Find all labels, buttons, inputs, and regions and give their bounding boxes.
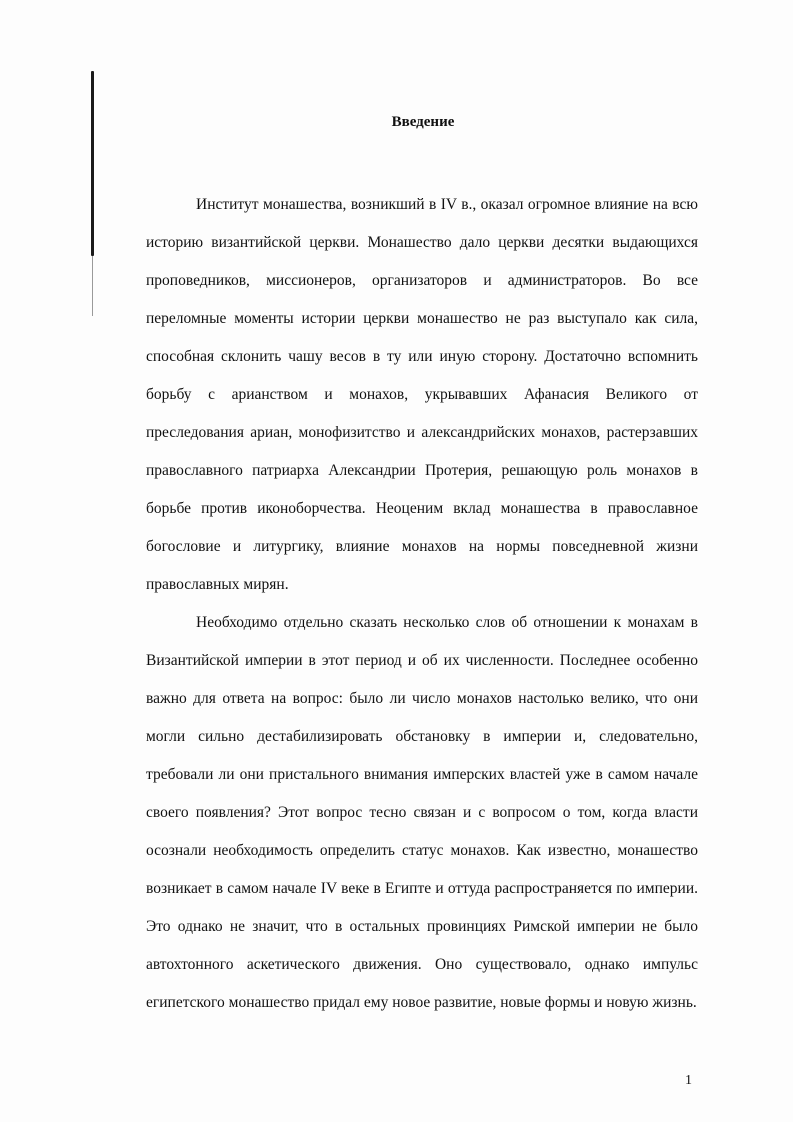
page-number: 1: [685, 1073, 692, 1088]
page-title: Введение: [391, 114, 455, 130]
paragraph-1: Институт монашества, возникший в IV в., оказал огромное влияние на всю историю византийской церкви. Монашество дало церкви десятки выдающихся проповедников, миссионеров, организаторов и администраторов. Во все переломные моменты истории церкви монашество не раз выступало как сила, способная склонить чашу весов в ту или иную сторону. Достаточно вспомнить борьбу с арианством и монахов, укрывавших Афанасия Великого от преследования ариан, монофизитство и александрийских монахов, растерзавших православного патриарха Александрии Протерия, решающую роль монахов в борьбе против иконоборчества. Неоценим вклад монашества в православное богословие и литургику, влияние монахов на нормы повседневной жизни православных мирян.: [146, 196, 698, 593]
paragraph-2: Необходимо отдельно сказать несколько слов об отношении к монахам в Византийской империи в этот период и об их численности. Последнее особенно важно для ответа на вопрос: было ли число монахов настолько велико, что они могли сильно дестабилизировать обстановку в империи и, следовательно, требовали ли они пристального внимания имперских властей уже в самом начале своего появления? Этот вопрос тесно связан и с вопросом о том, когда власти осознали необходимость определить статус монахов. Как известно, монашество возникает в самом начале IV веке в Египте и оттуда распространяется по империи. Это однако не значит, что в остальных провинциях Римской империи не было автохтонного аскетического движения. Оно существовало, однако импульс египетского монашество придал ему новое развитие, новые формы и новую жизнь.: [146, 614, 698, 1011]
scan-edge-mark-faint: [92, 256, 93, 316]
document-body: [146, 186, 698, 1022]
scan-edge-mark: [91, 71, 94, 256]
